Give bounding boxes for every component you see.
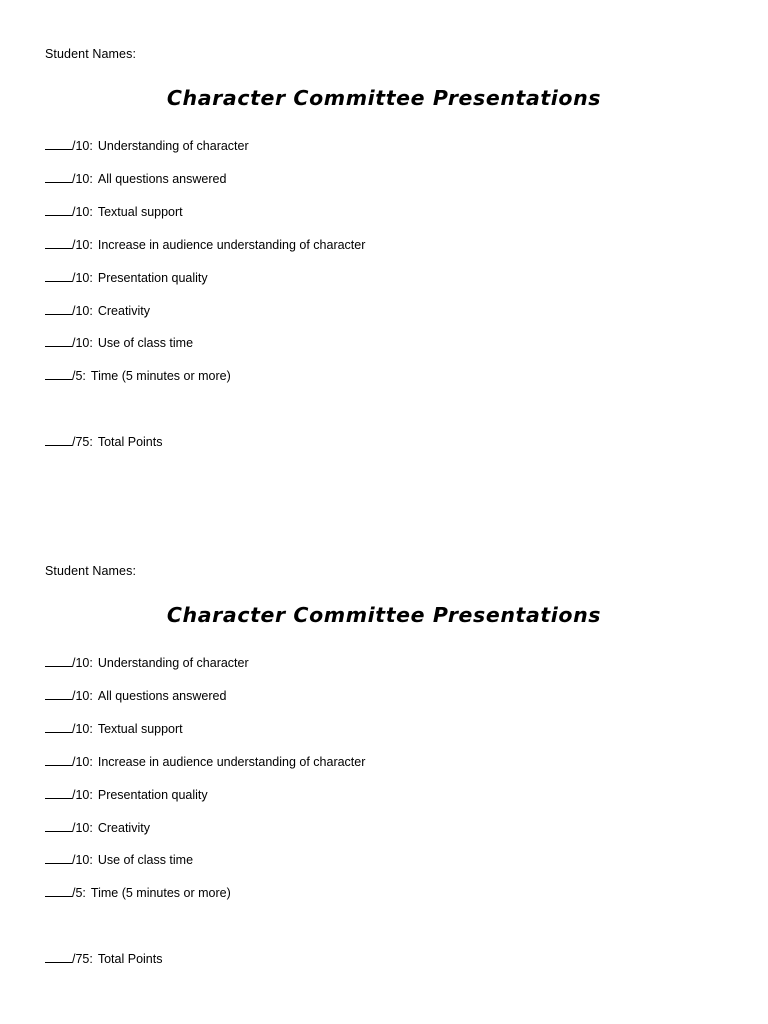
criterion-row	[45, 269, 208, 285]
criterion-row	[45, 334, 193, 350]
criterion-label: Creativity	[97, 304, 150, 318]
criterion-label: Use of class time	[97, 336, 194, 350]
criterion-label: Increase in audience understanding of character	[97, 238, 366, 252]
criterion-row	[45, 203, 183, 219]
total-points-row	[45, 950, 162, 966]
criterion-row	[45, 786, 208, 802]
criterion-label: Understanding of character	[97, 139, 249, 153]
criterion-row	[45, 367, 231, 383]
score-blank	[45, 884, 72, 897]
max-score: /10:	[72, 755, 93, 769]
criterion-label: Use of class time	[97, 853, 194, 867]
criterion-row	[45, 302, 150, 318]
criterion-row	[45, 137, 249, 153]
max-score: /10:	[72, 853, 93, 867]
score-blank	[45, 203, 72, 216]
max-score: /10:	[72, 304, 93, 318]
max-score: /75:	[72, 435, 93, 449]
score-blank	[45, 137, 72, 150]
max-score: /10:	[72, 722, 93, 736]
criterion-label: Textual support	[97, 205, 183, 219]
max-score: /10:	[72, 689, 93, 703]
score-blank	[45, 786, 72, 799]
max-score: /5:	[72, 886, 86, 900]
rubric-title: Character Committee Presentations	[166, 86, 602, 110]
max-score: /10:	[72, 656, 93, 670]
max-score: /10:	[72, 336, 93, 350]
score-blank	[45, 654, 72, 667]
criterion-label: Understanding of character	[97, 656, 249, 670]
max-score: /10:	[72, 205, 93, 219]
criterion-row	[45, 654, 249, 670]
rubric-section	[0, 0, 768, 480]
criterion-row	[45, 884, 231, 900]
criterion-row	[45, 236, 365, 252]
max-score: /10:	[72, 788, 93, 802]
criterion-row	[45, 720, 183, 736]
criterion-row	[45, 753, 365, 769]
criterion-label: Presentation quality	[97, 788, 208, 802]
criterion-label: Presentation quality	[97, 271, 208, 285]
total-points-label: Total Points	[97, 952, 163, 966]
criterion-row	[45, 687, 226, 703]
criterion-row	[45, 819, 150, 835]
rubric-title: Character Committee Presentations	[166, 603, 602, 627]
score-blank	[45, 851, 72, 864]
total-points-row	[45, 433, 162, 449]
max-score: /75:	[72, 952, 93, 966]
score-blank	[45, 236, 72, 249]
score-blank	[45, 302, 72, 315]
score-blank	[45, 170, 72, 183]
max-score: /10:	[72, 139, 93, 153]
criterion-label: Creativity	[97, 821, 150, 835]
score-blank	[45, 950, 72, 963]
criterion-label: Time (5 minutes or more)	[90, 886, 231, 900]
score-blank	[45, 720, 72, 733]
student-names-label: Student Names:	[45, 564, 137, 578]
criterion-label: All questions answered	[97, 689, 227, 703]
score-blank	[45, 334, 72, 347]
criterion-label: All questions answered	[97, 172, 227, 186]
max-score: /5:	[72, 369, 86, 383]
score-blank	[45, 433, 72, 446]
max-score: /10:	[72, 271, 93, 285]
criterion-row	[45, 170, 226, 186]
rubric-section	[0, 517, 768, 997]
max-score: /10:	[72, 238, 93, 252]
max-score: /10:	[72, 172, 93, 186]
criterion-label: Increase in audience understanding of character	[97, 755, 366, 769]
criterion-label: Time (5 minutes or more)	[90, 369, 231, 383]
student-names-label: Student Names:	[45, 47, 137, 61]
max-score: /10:	[72, 821, 93, 835]
score-blank	[45, 819, 72, 832]
score-blank	[45, 687, 72, 700]
total-points-label: Total Points	[97, 435, 163, 449]
criterion-row	[45, 851, 193, 867]
score-blank	[45, 367, 72, 380]
criterion-label: Textual support	[97, 722, 183, 736]
score-blank	[45, 269, 72, 282]
score-blank	[45, 753, 72, 766]
